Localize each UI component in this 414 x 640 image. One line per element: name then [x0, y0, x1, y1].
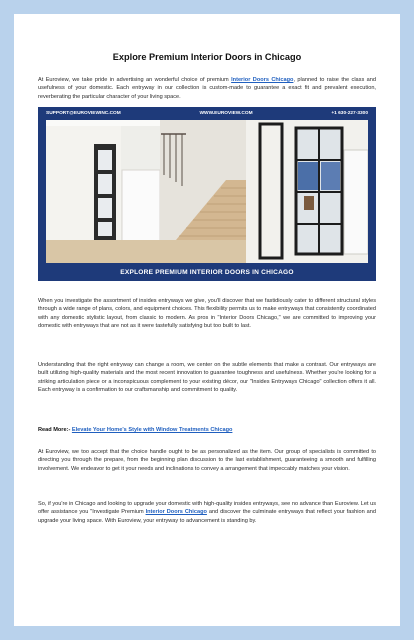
document-page: [14, 14, 400, 626]
interior-doors-link[interactable]: Interior Doors Chicago: [231, 77, 294, 83]
interior-doors-photo: [46, 120, 368, 263]
banner-caption: EXPLORE PREMIUM INTERIOR DOORS IN CHICAGO: [38, 263, 376, 281]
banner-email: SUPPORT@EUROVIEWINC.COM: [46, 111, 121, 116]
quality-paragraph: Understanding that the right entryway can change a room, we center on the subtle elements that make a contrast. Our entryways are built utilizing high-quality materials and the most recent innovation to guarantee toughness and usefulness. Whether you're looking for a striking articulation piece or a inconspicuous complement to your existing décor, our "Insides Entryways Chicago" collection offers it all. Each entryway is a confirmation to our craftsmanship and commitment to quality.: [38, 362, 376, 394]
closing-text-after: and discover the culminate entryways that reflect your fashion and upgrade your living space. With Euroview, your entryway to advancement is standing by.: [38, 509, 376, 524]
window-treatments-link[interactable]: Elevate Your Home's Style with Window Treatments Chicago: [71, 427, 233, 433]
page-title: Explore Premium Interior Doors in Chicago: [112, 52, 302, 62]
intro-text-after: , planned to raise the class and usefulness of your domestic. Each entryway in our collection is custom-made to guarantee a exact fit and prevalent execution, reverberating the particular character of your living space.: [38, 77, 377, 100]
intro-paragraph: [38, 76, 376, 101]
read-more-label: Read More:-: [38, 427, 72, 433]
assortment-paragraph: When you investigate the assortment of insides entryways we give, you'll discover that we fastidiously cater to different structural styles through a wide range of plans, colors, and equipment choices. This flexibility permits us to make entryways that consistently coordinated with any domestic stylistic layout, from classic to modern. As pros in "Interior Doors Chicago," we are committed to improving your domestic with entryways that are not as it were tastefully satisfying but too built to last.: [38, 298, 376, 330]
intro-text-before: At Euroview, we take pride in advertising an wonderful choice of premium: [38, 77, 232, 83]
interior-doors-link-2[interactable]: Interior Doors Chicago: [145, 509, 207, 516]
banner-website: WWW.EUROVIEW.COM: [199, 111, 253, 116]
closing-paragraph: [38, 500, 376, 525]
process-paragraph: At Euroview, we too accept that the choice handle ought to be as personalized as the item. Our group of specialists is committed to directing you through the prepare, from the beginning plan discussion to the last establishment, guaranteeing a smooth and fulfilling involvement. We endeavor to get it your needs and inclinations to convey a arrangement that impeccably matches your vision.: [38, 449, 376, 472]
closing-text-before: So, if you're in Chicago and looking to upgrade your domestic with high-quality insides entryways, see no advance than Euroview. Let us offer assistance you "Investigate Premium: [38, 501, 376, 516]
banner-phone: +1 630-227-3300: [331, 111, 368, 116]
banner-contact-bar: [38, 107, 376, 120]
interior-doors-illustration: [46, 120, 368, 263]
read-more-line: [38, 426, 376, 434]
promo-banner: [38, 107, 376, 281]
